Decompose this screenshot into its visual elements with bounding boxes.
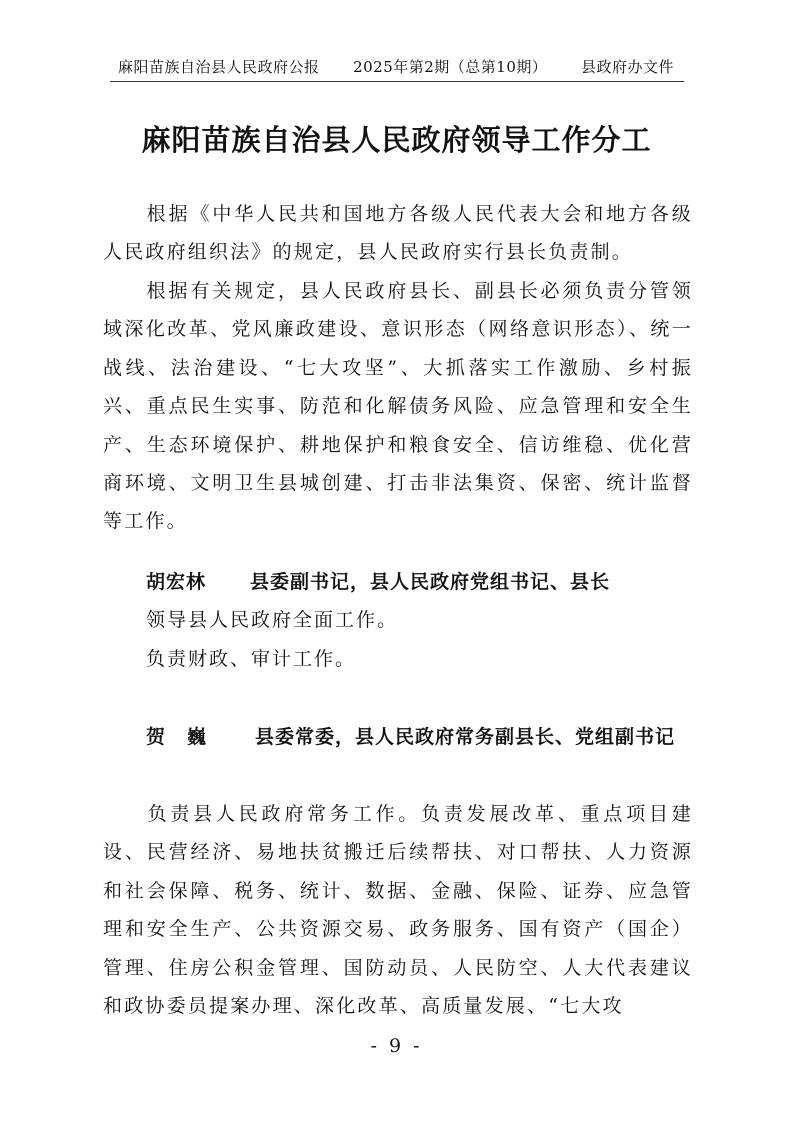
header-publication: 麻阳苗族自治县人民政府公报 (118, 58, 320, 76)
document-title: 麻阳苗族自治县人民政府领导工作分工 (141, 123, 652, 157)
header-section: 县政府办文件 (580, 58, 674, 76)
header-issue: 2025年第2期（总第10期） (353, 58, 548, 76)
page-number: - 9 - (370, 1035, 423, 1057)
leader-heading (103, 718, 693, 756)
header-divider (110, 81, 684, 82)
running-header (118, 56, 674, 77)
intro-paragraph-2: 根据有关规定，县人民政府县长、副县长必须负责分管领域深化改革、党风廉政建设、意识形态（网络意识形态）、统一战线、法治建设、“七大攻坚”、大抓落实工作激励、乡村振兴、重点民生实事、防范和化解债务风险、应急管理和安全生产、生态环境保护、耕地保护和粮食安全、信访维稳、优化营商环境、文明卫生县城创建、打击非法集资、保密、统计监督等工作。 (103, 280, 693, 533)
leader-duty: 负责财政、审计工作。 (146, 648, 357, 670)
leader-name: 胡宏林 (146, 571, 207, 593)
leader-position: 县委常委，县人民政府常务副县长、党组副书记 (255, 726, 676, 748)
leader-duty: 负责县人民政府常务工作。负责发展改革、重点项目建设、民营经济、易地扶贫搬迁后续帮扶、对口帮扶、人力资源和社会保障、税务、统计、数据、金融、保险、证券、应急管理和安全生产、公共资源交易、政务服务、国有资产（国企）管理、住房公积金管理、国防动员、人民防空、人大代表建议和政协委员提案办理、深化改革、高质量发展、“七大攻 (103, 803, 693, 1018)
leader-name: 贺巍 (146, 726, 229, 748)
intro-paragraph-1: 根据《中华人民共和国地方各级人民代表大会和地方各级人民政府组织法》的规定，县人民政府实行县长负责制。 (103, 203, 693, 264)
leader-heading (146, 563, 610, 601)
leader-duty: 领导县人民政府全面工作。 (146, 609, 399, 631)
leader-position: 县委副书记，县人民政府党组书记、县长 (250, 571, 611, 593)
